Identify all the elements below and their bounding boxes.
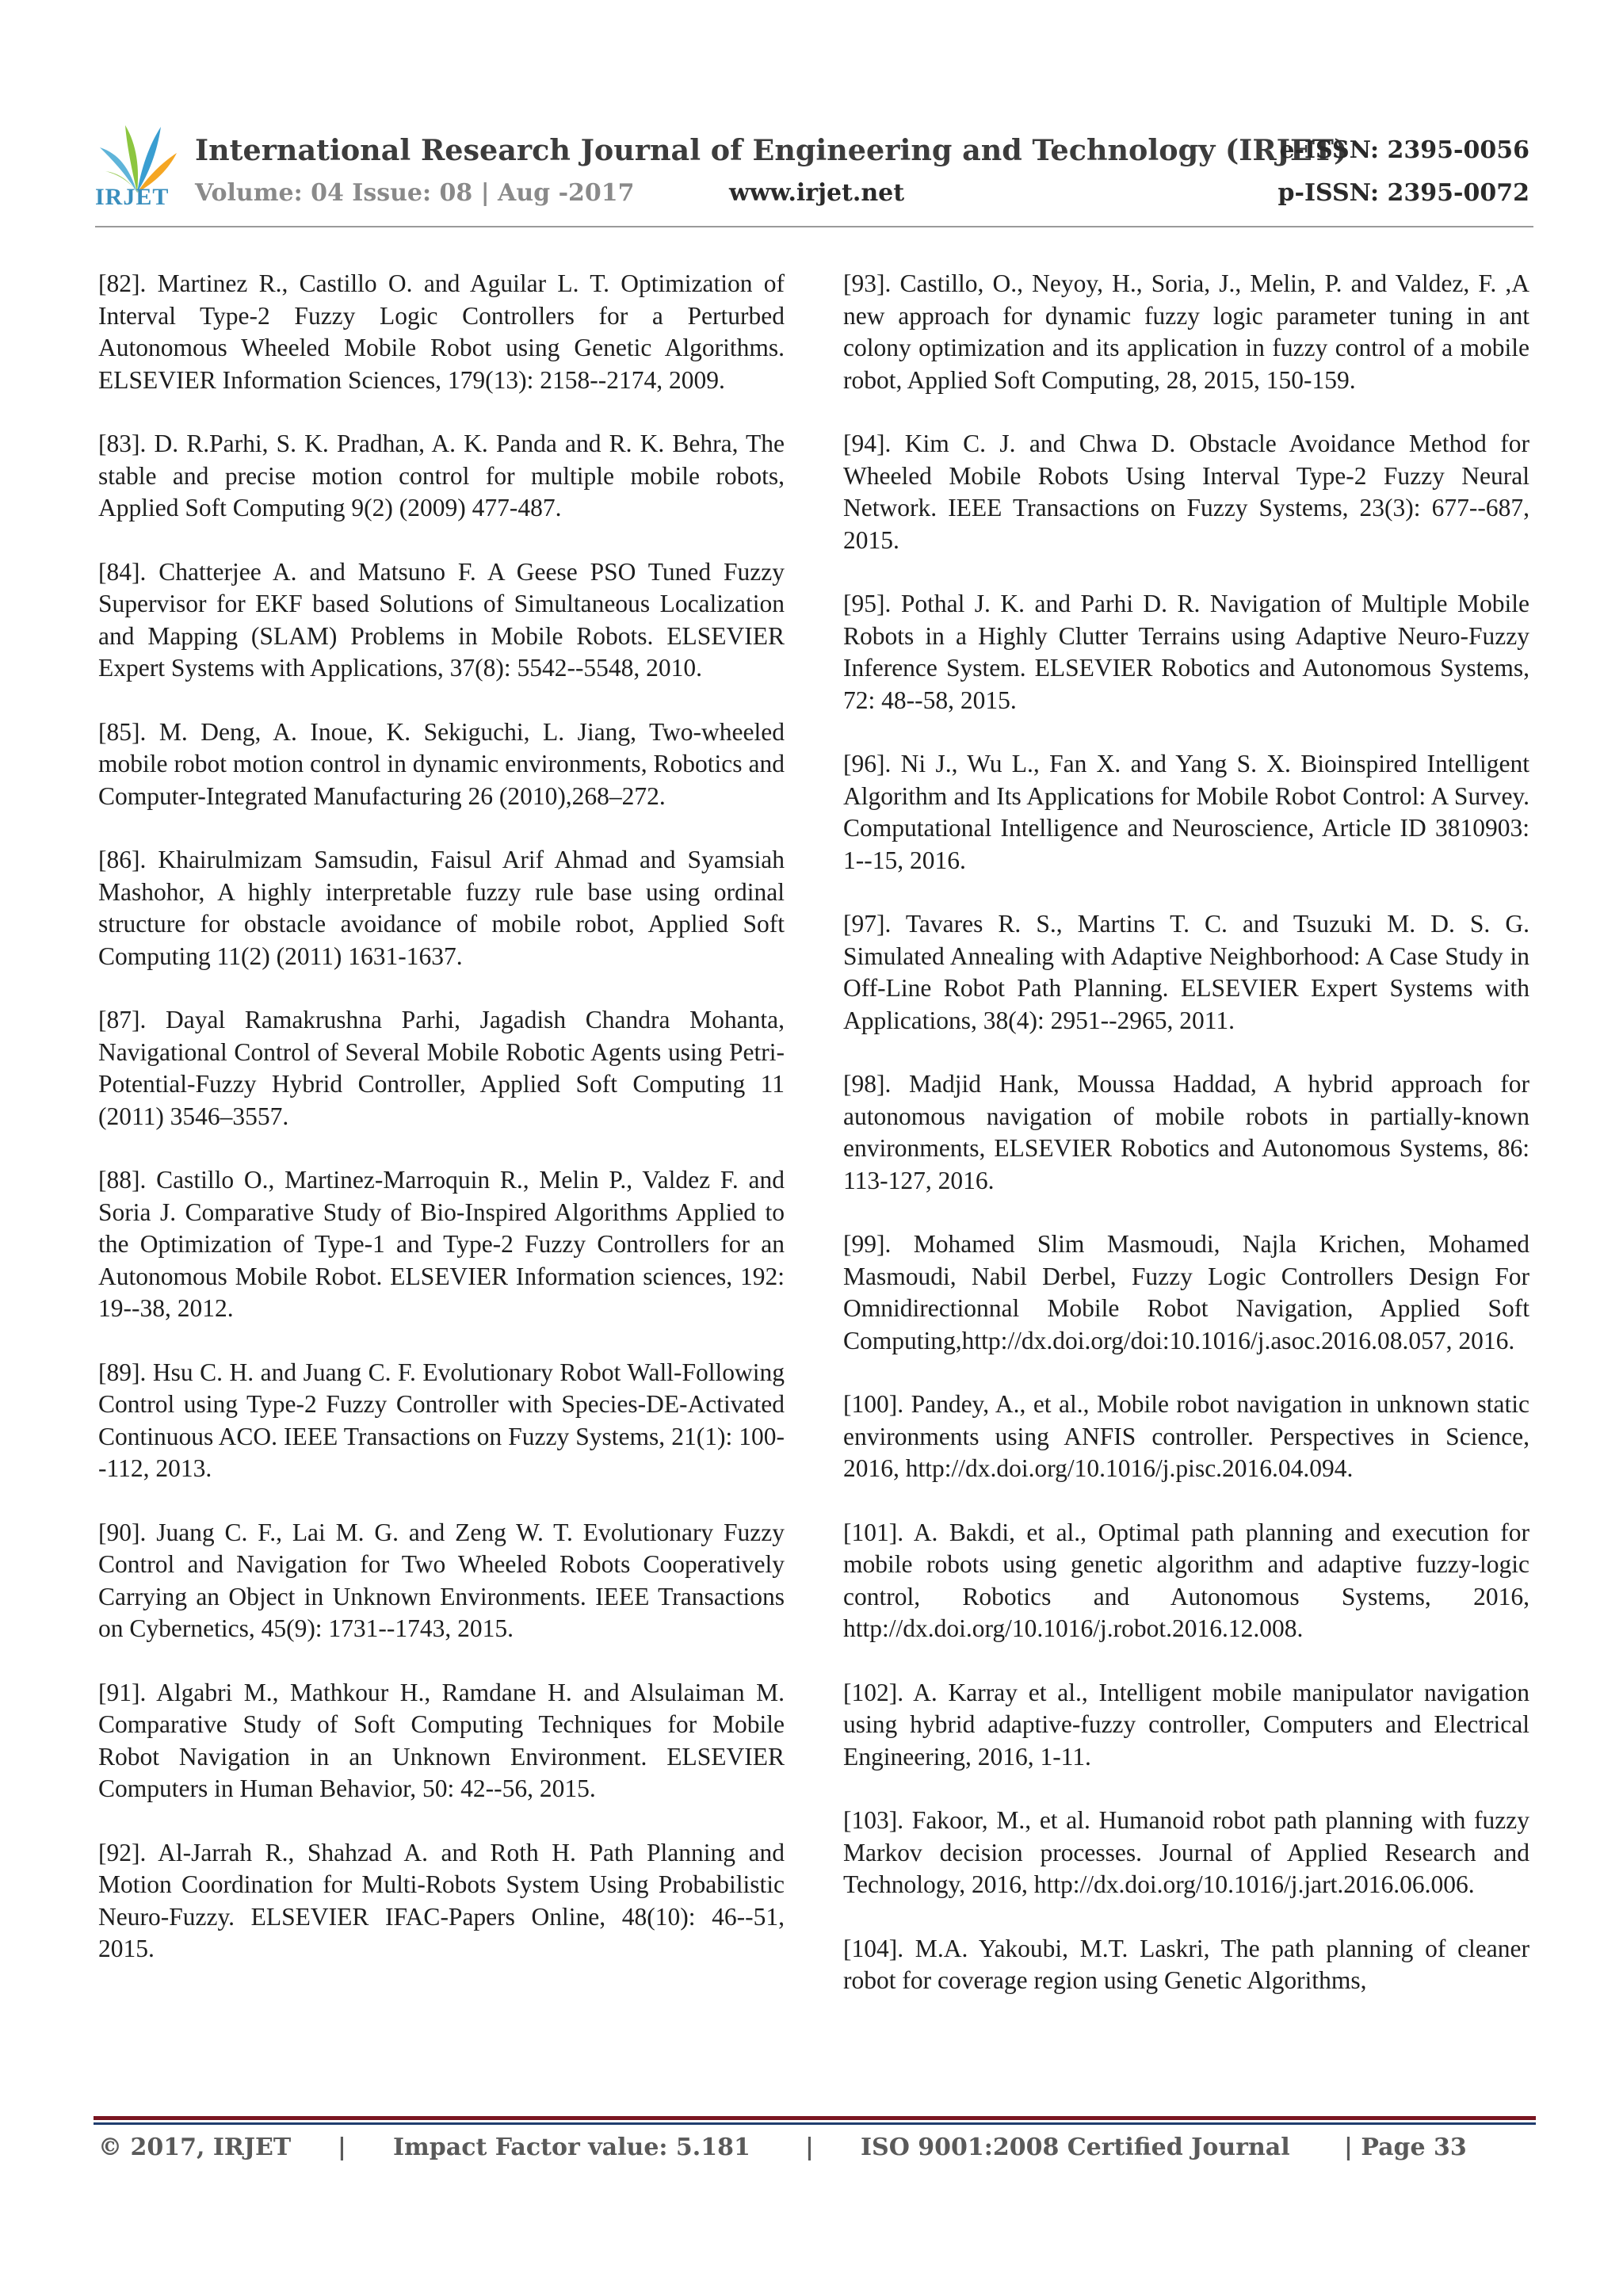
e-issn: e-ISSN: 2395-0056 xyxy=(1279,136,1529,164)
reference-94: [94]. Kim C. J. and Chwa D. Obstacle Avoidance Method for Wheeled Mobile Robots Using Interval Type-2 Fuzzy Neural Network. IEEE Transactions on Fuzzy Systems, 23(3): 677--687, 2015. xyxy=(843,430,1529,554)
reference-87: [87]. Dayal Ramakrushna Parhi, Jagadish Chandra Mohanta, Navigational Control of Several Mobile Robotic Agents using Petri-Potential-Fuzzy Hybrid Controller, Applied Soft Computing 11 (2011) 3546–3557. xyxy=(98,1006,785,1130)
footer-separator: | xyxy=(805,2134,814,2161)
reference-86: [86]. Khairulmizam Samsudin, Faisul Arif Ahmad and Syamsiah Mashohor, A highly interpretable fuzzy rule base using ordinal structure for obstacle avoidance of mobile robot, Applied Soft Computing 11(2) (2011) 1631-1637. xyxy=(98,846,785,970)
reference-82: [82]. Martinez R., Castillo O. and Aguilar L. T. Optimization of Interval Type-2 Fuzzy Logic Controllers for a Perturbed Autonomous Wheeled Mobile Robot using Genetic Algorithms. ELSEVIER Information Sciences, 179(13): 2158--2174, 2009. xyxy=(98,269,785,394)
p-issn: p-ISSN: 2395-0072 xyxy=(1277,179,1529,207)
footer-impact-factor: Impact Factor value: 5.181 xyxy=(393,2134,750,2161)
reference-95: [95]. Pothal J. K. and Parhi D. R. Navigation of Multiple Mobile Robots in a Highly Clutter Terrains using Adaptive Neuro-Fuzzy Inference System. ELSEVIER Robotics and Autonomous Systems, 72: 48--58, 2015. xyxy=(843,590,1529,714)
journal-title: International Research Journal of Engineering and Technology (IRJET) xyxy=(195,133,1348,167)
reference-102: [102]. A. Karray et al., Intelligent mobile manipulator navigation using hybrid adaptive-fuzzy controller, Computers and Electrical Engineering, 2016, 1-11. xyxy=(843,1678,1529,1771)
reference-88: [88]. Castillo O., Martinez-Marroquin R., Melin P., Valdez F. and Soria J. Comparative Study of Bio-Inspired Algorithms Applied to the Optimization of Type-1 and Type-2 Fuzzy Controllers for an Autonomous Mobile Robot. ELSEVIER Information sciences, 192: 19--38, 2012. xyxy=(98,1166,785,1322)
logo-text: IRJET xyxy=(95,184,170,210)
reference-99: [99]. Mohamed Slim Masmoudi, Najla Krichen, Mohamed Masmoudi, Nabil Derbel, Fuzzy Logic Controllers Design For Omnidirectionnal Mobile Robot Navigation, Applied Soft Computing,http://dx.doi.org/doi:10.1016/j.asoc.2016.08.057, 2016. xyxy=(843,1230,1529,1354)
page-footer xyxy=(98,2134,1541,2173)
reference-91: [91]. Algabri M., Mathkour H., Ramdane H. and Alsulaiman M. Comparative Study of Soft Computing Techniques for Mobile Robot Navigation in an Unknown Environment. ELSEVIER Computers in Human Behavior, 50: 42--56, 2015. xyxy=(98,1678,785,1802)
reference-100: [100]. Pandey, A., et al., Mobile robot navigation in unknown static environments using ANFIS controller. Perspectives in Science, 2016, http://dx.doi.org/10.1016/j.pisc.2016.04.094. xyxy=(843,1390,1529,1482)
volume-issue: Volume: 04 Issue: 08 | Aug -2017 xyxy=(195,179,635,207)
reference-104: [104]. M.A. Yakoubi, M.T. Laskri, The path planning of cleaner robot for coverage region using Genetic Algorithms, xyxy=(843,1934,1529,1994)
reference-98: [98]. Madjid Hank, Moussa Haddad, A hybrid approach for autonomous navigation of mobile robots in partially-known environments, ELSEVIER Robotics and Autonomous Systems, 86: 113-127, 2016. xyxy=(843,1070,1529,1194)
header-divider xyxy=(95,226,1533,227)
reference-103: [103]. Fakoor, M., et al. Humanoid robot path planning with fuzzy Markov decision processes. Journal of Applied Research and Technology, 2016, http://dx.doi.org/10.1016/j.jart.2016.06.006. xyxy=(843,1806,1529,1898)
page-header xyxy=(0,0,1623,238)
references-left-column xyxy=(98,268,785,1997)
journal-website-link[interactable]: www.irjet.net xyxy=(729,179,905,207)
reference-96: [96]. Ni J., Wu L., Fan X. and Yang S. X. Bioinspired Intelligent Algorithm and Its Applications for Mobile Robot Control: A Survey. Computational Intelligence and Neuroscience, Article ID 3810903: 1--15, 2016. xyxy=(843,750,1529,874)
reference-92: [92]. Al-Jarrah R., Shahzad A. and Roth H. Path Planning and Motion Coordination for Multi-Robots System Using Probabilistic Neuro-Fuzzy. ELSEVIER IFAC-Papers Online, 48(10): 46--51, 2015. xyxy=(98,1838,785,1962)
reference-101: [101]. A. Bakdi, et al., Optimal path planning and execution for mobile robots using genetic algorithm and adaptive fuzzy-logic control, Robotics and Autonomous Systems, 2016, http://dx.doi.org/10.1016/j.robot.2016.12.008. xyxy=(843,1518,1529,1642)
reference-90: [90]. Juang C. F., Lai M. G. and Zeng W. T. Evolutionary Fuzzy Control and Navigation for Two Wheeled Robots Cooperatively Carrying an Object in Unknown Environments. IEEE Transactions on Cybernetics, 45(9): 1731--1743, 2015. xyxy=(98,1518,785,1642)
footer-divider-blue xyxy=(94,2122,1536,2125)
references-right-column xyxy=(843,268,1529,2029)
footer-divider-red xyxy=(94,2116,1536,2120)
footer-page-number: | Page 33 xyxy=(1344,2134,1467,2161)
reference-89: [89]. Hsu C. H. and Juang C. F. Evolutionary Robot Wall-Following Control using Type-2 Fuzzy Controller with Species-DE-Activated Continuous ACO. IEEE Transactions on Fuzzy Systems, 21(1): 100--112, 2013. xyxy=(98,1358,785,1482)
reference-83: [83]. D. R.Parhi, S. K. Pradhan, A. K. Panda and R. K. Behra, The stable and precise motion control for multiple mobile robots, Applied Soft Computing 9(2) (2009) 477-487. xyxy=(98,430,785,521)
reference-85: [85]. M. Deng, A. Inoue, K. Sekiguchi, L. Jiang, Two-wheeled mobile robot motion control in dynamic environments, Robotics and Computer-Integrated Manufacturing 26 (2010),268–272. xyxy=(98,717,785,810)
reference-97: [97]. Tavares R. S., Martins T. C. and Tsuzuki M. D. S. G. Simulated Annealing with Adaptive Neighborhood: A Case Study in Off-Line Robot Path Planning. ELSEVIER Expert Systems with Applications, 38(4): 2951--2965, 2011. xyxy=(843,910,1529,1034)
reference-84: [84]. Chatterjee A. and Matsuno F. A Geese PSO Tuned Fuzzy Supervisor for EKF based Solutions of Simultaneous Localization and Mapping (SLAM) Problems in Mobile Robots. ELSEVIER Expert Systems with Applications, 37(8): 5542--5548, 2010. xyxy=(98,557,785,682)
footer-separator: | xyxy=(338,2134,346,2161)
reference-93: [93]. Castillo, O., Neyoy, H., Soria, J., Melin, P. and Valdez, F. ,A new approach for dynamic fuzzy logic parameter tuning in ant colony optimization and its application in fuzzy control of a mobile robot, Applied Soft Computing, 28, 2015, 150-159. xyxy=(843,269,1529,394)
footer-copyright: © 2017, IRJET xyxy=(98,2134,292,2161)
footer-iso: ISO 9001:2008 Certified Journal xyxy=(861,2134,1290,2161)
